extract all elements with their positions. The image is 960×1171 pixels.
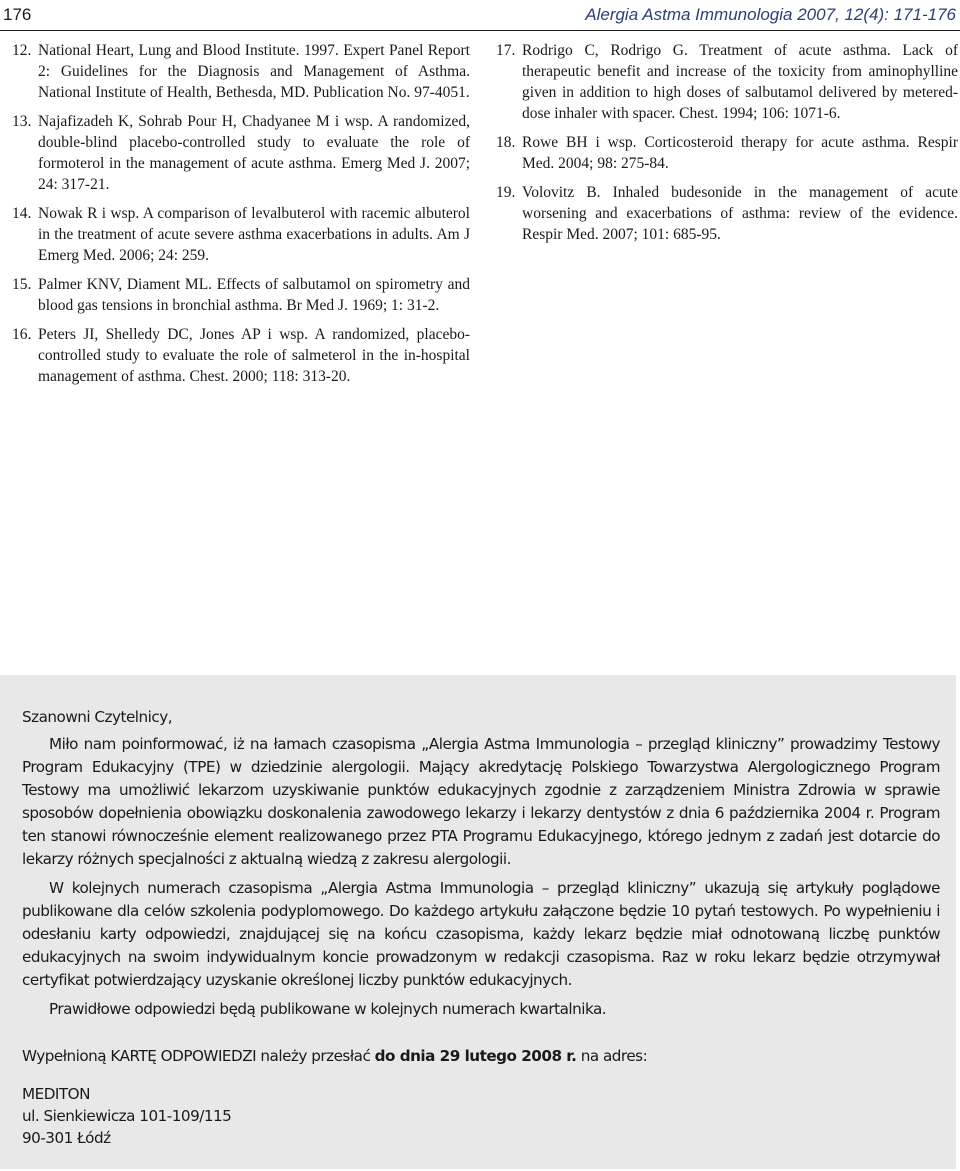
reference-number: 12.	[12, 42, 32, 59]
references-right-column	[496, 40, 958, 253]
deadline-line	[22, 1045, 647, 1068]
reference-text: Palmer KNV, Diament ML. Effects of salbutamol on spirometry and blood gas tensions in bronchial asthma. Br Med J. 1969; 1: 31-2.	[38, 276, 470, 314]
deadline-suffix: na adres:	[576, 1047, 648, 1065]
reader-notice-box	[0, 675, 956, 1169]
notice-paragraph: Miło nam poinformować, iż na łamach czasopisma „Alergia Astma Immunologia – przegląd kliniczny” prowadzimy Testowy Program Edukacyjny (TPE) w dziedzinie alergologii. Mający akredytację Polskiego Towarzystwa Alergologicznego Program Testowy ma umożliwić lekarzom uzyskiwanie punktów edukacyjnych zgodnie z zarządzeniem Ministra Zdrowia w sprawie sposobów dopełnienia obowiązku doskonalenia zawodowego lekarzy i lekarzy dentystów z dnia 6 października 2004 r. Program ten stanowi równocześnie element realizowanego przez PTA Programu Edukacyjnego, którego jednym z zadań jest dotarcie do lekarzy różnych specjalności z aktualną wiedzą z zakresu alergologii.	[22, 735, 940, 868]
page-header	[0, 0, 960, 31]
reference-number: 16.	[12, 326, 32, 343]
notice-salutation: Szanowni Czytelnicy,	[22, 708, 173, 726]
deadline-prefix: Wypełnioną KARTĘ ODPOWIEDZI należy przesłać	[22, 1047, 375, 1065]
address-name: MEDITON	[22, 1085, 90, 1103]
running-head: Alergia Astma Immunologia 2007, 12(4): 171-176	[585, 5, 956, 24]
reference-item	[496, 40, 958, 124]
reference-item	[496, 132, 958, 174]
reference-text: Volovitz B. Inhaled budesonide in the management of acute worsening and exacerbations of asthma: review of the evidence. Respir Med. 2007; 101: 685-95.	[522, 184, 958, 243]
reference-number: 15.	[12, 276, 32, 293]
reference-text: Rodrigo C, Rodrigo G. Treatment of acute asthma. Lack of therapeutic benefit and increase of the toxicity from aminophylline given in addition to high doses of salbutamol delivered by metered-dose inhaler with spacer. Chest. 1994; 106: 1071-6.	[522, 42, 958, 122]
reference-item	[496, 182, 958, 245]
reference-text: Nowak R i wsp. A comparison of levalbuterol with racemic albuterol in the treatment of acute severe asthma exacerbations in adults. Am J Emerg Med. 2006; 24: 259.	[38, 205, 470, 264]
reference-number: 17.	[496, 42, 516, 59]
page-number: 176	[3, 5, 32, 24]
reference-number: 18.	[496, 134, 516, 151]
reference-number: 13.	[12, 113, 32, 130]
address-street: ul. Sienkiewicza 101-109/115	[22, 1107, 232, 1125]
address-city: 90-301 Łódź	[22, 1129, 111, 1147]
notice-paragraph: Prawidłowe odpowiedzi będą publikowane w kolejnych numerach kwartalnika.	[49, 1000, 607, 1018]
reference-item	[12, 111, 470, 195]
reference-item	[12, 203, 470, 266]
notice-paragraph: W kolejnych numerach czasopisma „Alergia Astma Immunologia – przegląd kliniczny” ukazują się artykuły poglądowe publikowane dla celów szkolenia podyplomowego. Do każdego artykułu załączone będzie 10 pytań testowych. Po wypełnieniu i odesłaniu karty odpowiedzi, znajdującej się na końcu czasopisma, każdy lekarz będzie miał odnotowaną liczbę punktów edukacyjnych na swoim indywidualnym koncie prowadzonym w redakcji czasopisma. Raz w roku lekarz będzie otrzymywał certyfikat potwierdzający uzyskanie określonej liczby punktów edukacyjnych.	[22, 879, 940, 989]
notice-body	[22, 733, 940, 1027]
reference-item	[12, 40, 470, 103]
references-left-column	[12, 40, 470, 395]
postal-address	[22, 1083, 231, 1149]
reference-text: Peters JI, Shelledy DC, Jones AP i wsp. A randomized, placebo-controlled study to evaluate the role of salmeterol in the in-hospital management of asthma. Chest. 2000; 118: 313-20.	[38, 326, 470, 385]
reference-text: National Heart, Lung and Blood Institute. 1997. Expert Panel Report 2: Guidelines for the Diagnosis and Management of Asthma. National Institute of Health, Bethesda, MD. Publication No. 97-4051.	[38, 42, 470, 101]
reference-item	[12, 274, 470, 316]
deadline-date: do dnia 29 lutego 2008 r.	[374, 1047, 577, 1065]
reference-item	[12, 324, 470, 387]
reference-number: 14.	[12, 205, 32, 222]
reference-number: 19.	[496, 184, 516, 201]
reference-text: Najafizadeh K, Sohrab Pour H, Chadyanee M i wsp. A randomized, double-blind placebo-controlled study to evaluate the role of formoterol in the management of acute asthma. Emerg Med J. 2007; 24: 317-21.	[38, 113, 470, 193]
reference-text: Rowe BH i wsp. Corticosteroid therapy for acute asthma. Respir Med. 2004; 98: 275-84.	[522, 134, 958, 172]
